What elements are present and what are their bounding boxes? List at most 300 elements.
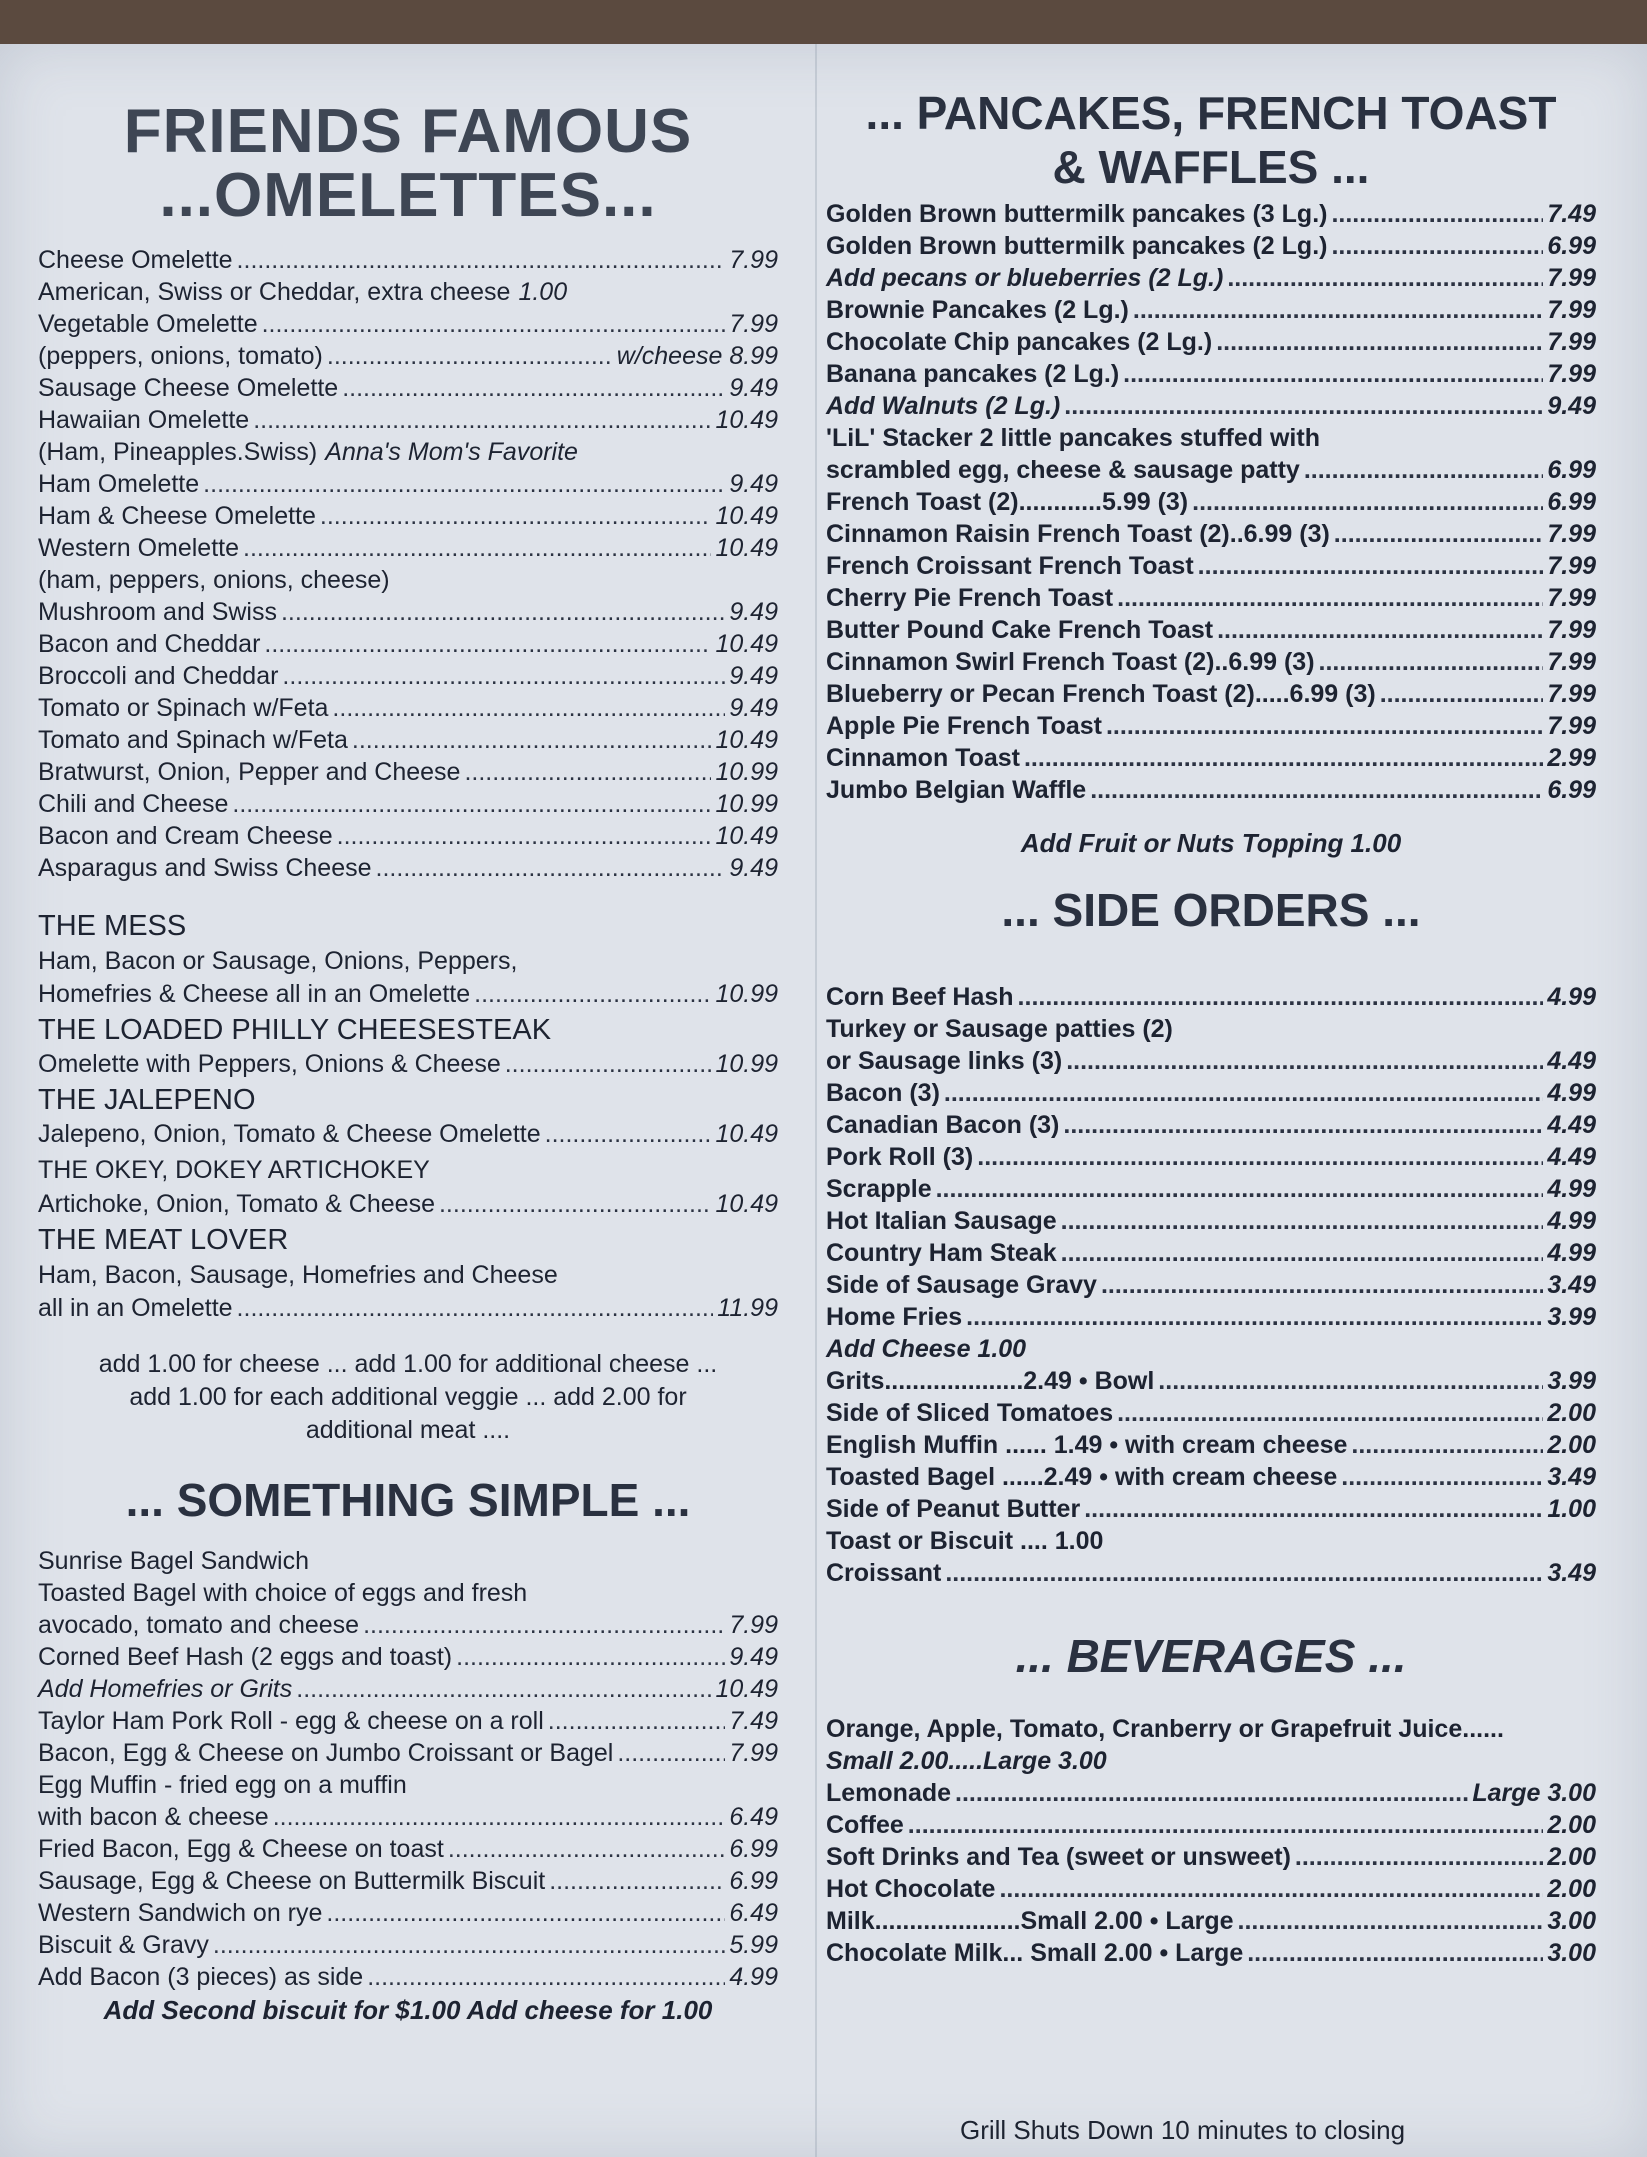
item-price: 6.99 [1547,776,1596,804]
menu-item [826,1397,1596,1429]
item-name: Banana pancakes (2 Lg.) [826,360,1120,388]
menu-item [826,1205,1596,1237]
add-ons-note [38,1348,778,1447]
juice-line: Orange, Apple, Tomato, Cranberry or Grapefruit Juice...... [826,1715,1504,1743]
menu-item [38,852,778,884]
item-name: Pork Roll (3) [826,1143,974,1171]
menu-item [38,660,778,692]
menu-note [826,1013,1596,1045]
leader-dots [1217,614,1543,646]
menu-item [826,486,1596,518]
item-name: Add Bacon (3 pieces) as side [38,1963,364,1991]
menu-item [38,1641,778,1673]
leader-dots [1331,230,1543,262]
menu-item [826,1905,1596,1937]
item-name: (peppers, onions, tomato) [38,342,323,370]
item-price: 7.99 [729,246,778,274]
item-name: Butter Pound Cake French Toast [826,616,1214,644]
menu-item [826,710,1596,742]
menu-item [826,1301,1596,1333]
menu-item [826,1557,1596,1589]
menu-item [38,404,778,436]
item-price: 7.99 [1547,264,1596,292]
item-price: 9.49 [729,1643,778,1671]
item-name: Grits....................2.49 • Bowl [826,1367,1155,1395]
item-price: 7.49 [729,1707,778,1735]
item-price: 9.49 [729,854,778,882]
item-name: Chocolate Milk... Small 2.00 • Large [826,1939,1244,1967]
menu-item [826,1109,1596,1141]
leader-dots [1123,358,1543,390]
menu-item [826,1045,1596,1077]
item-name: Biscuit & Gravy [38,1931,209,1959]
item-name: with bacon & cheese [38,1803,269,1831]
item-price: 4.49 [1547,1143,1596,1171]
item-name: Cheese Omelette [38,246,233,274]
menu-item [826,1237,1596,1269]
menu-item [38,724,778,756]
menu-item [38,1929,778,1961]
item-price: 11.99 [717,1294,778,1322]
menu-note [826,1525,1596,1557]
grill-note: Grill Shuts Down 10 minutes to closing [960,2115,1406,2145]
item-price: 10.49 [715,822,778,850]
leader-dots [464,756,711,788]
item-price: 7.99 [1547,552,1596,580]
menu-item [38,820,778,852]
menu-item [826,230,1596,262]
omelettes-title-line2: ...OMELETTES... [159,161,657,230]
specials-block [38,908,778,1324]
item-price: 2.00 [1547,1811,1596,1839]
leader-dots [1117,1397,1543,1429]
pancakes-title-line1: ... PANCAKES, FRENCH TOAST [865,87,1557,139]
leader-dots [1380,678,1544,710]
menu-item [826,1365,1596,1397]
menu-item [826,774,1596,806]
item-name: Blueberry or Pecan French Toast (2).....6.99 (3) [826,680,1376,708]
leader-dots [282,660,725,692]
item-price: 7.99 [1547,328,1596,356]
item-name: Bacon and Cheddar [38,630,261,658]
menu-item [38,788,778,820]
menu-item [38,468,778,500]
menu-item [38,1865,778,1897]
menu-item [38,1048,778,1080]
item-name: Side of Sausage Gravy [826,1271,1097,1299]
menu-item [38,1705,778,1737]
item-price: 7.99 [1547,648,1596,676]
item-price: 4.99 [1547,1175,1596,1203]
item-price: 10.49 [715,726,778,754]
leader-dots [944,1077,1543,1109]
leader-dots [1117,582,1543,614]
item-price: w/cheese 8.99 [616,342,778,370]
simple-block [38,1545,778,2026]
item-name: Homefries & Cheese all in an Omelette [38,980,471,1008]
right-column [826,86,1596,1969]
item-price: 2.00 [1547,1843,1596,1871]
item-price: 7.99 [1547,360,1596,388]
item-name: Broccoli and Cheddar [38,662,279,690]
item-price: 6.49 [729,1899,778,1927]
item-price: 7.99 [729,1611,778,1639]
item-name: Side of Sliced Tomatoes [826,1399,1114,1427]
side-orders-title: ... SIDE ORDERS ... [1001,884,1421,936]
note-text: (ham, peppers, onions, cheese) [38,566,390,594]
juice-sizes: Small 2.00.....Large 3.00 [826,1747,1107,1775]
item-price: 2.00 [1547,1431,1596,1459]
item-name: Country Ham Steak [826,1239,1057,1267]
menu-item [38,1897,778,1929]
item-name: Chocolate Chip pancakes (2 Lg.) [826,328,1213,356]
item-price: 6.99 [1547,232,1596,260]
item-price: 3.49 [1547,1559,1596,1587]
leader-dots [1341,1461,1543,1493]
leader-dots [262,308,726,340]
leader-dots [1018,981,1544,1013]
menu-item [826,198,1596,230]
menu-item [826,1077,1596,1109]
item-name: Toasted Bagel ......2.49 • with cream cheese [826,1463,1338,1491]
menu-item [38,978,778,1010]
item-name: Golden Brown buttermilk pancakes (3 Lg.) [826,200,1328,228]
menu-note [826,1333,1596,1365]
menu-item [38,1609,778,1641]
simple-intro1: Sunrise Bagel Sandwich [38,1547,309,1575]
leader-dots [977,1141,1543,1173]
leader-dots [545,1118,712,1150]
menu-item [38,244,778,276]
leader-dots [1227,262,1543,294]
something-simple-title: ... SOMETHING SIMPLE ... [125,1474,691,1526]
item-price: 4.49 [1547,1111,1596,1139]
note-text: 'LiL' Stacker 2 little pancakes stuffed with [826,424,1320,452]
leader-dots [617,1737,725,1769]
menu-item [38,596,778,628]
item-name: Corned Beef Hash (2 eggs and toast) [38,1643,453,1671]
leader-dots [966,1301,1543,1333]
item-name: Side of Peanut Butter [826,1495,1081,1523]
menu-item [826,262,1596,294]
item-price: 2.99 [1547,744,1596,772]
item-price: 10.99 [715,980,778,1008]
menu-item [826,614,1596,646]
leader-dots [456,1641,725,1673]
meat-lover-title: THE MEAT LOVER [38,1224,289,1256]
item-name: Ham Omelette [38,470,200,498]
leader-dots [213,1929,725,1961]
item-price: 3.49 [1547,1271,1596,1299]
item-price: 1.00 [518,278,568,306]
item-name: Soft Drinks and Tea (sweet or unsweet) [826,1843,1291,1871]
item-price: 6.99 [729,1835,778,1863]
note-text: (Ham, Pineapples.Swiss) [38,438,318,466]
item-name: Sausage, Egg & Cheese on Buttermilk Biscuit [38,1867,546,1895]
item-name: Chili and Cheese [38,790,229,818]
item-price: 6.99 [729,1867,778,1895]
item-name: Brownie Pancakes (2 Lg.) [826,296,1129,324]
leader-dots [332,692,725,724]
menu-item [38,1961,778,1993]
menu-item [826,1937,1596,1969]
leader-dots [1133,294,1543,326]
leader-dots [448,1833,726,1865]
leader-dots [273,1801,726,1833]
leader-dots [1064,390,1543,422]
simple-footer: Add Second biscuit for $1.00 Add cheese for 1.00 [103,1995,713,2025]
menu-item [826,646,1596,678]
item-price: 2.00 [1547,1399,1596,1427]
item-price: 3.49 [1547,1463,1596,1491]
leader-dots [352,724,712,756]
leader-dots [337,820,712,852]
item-name: Artichoke, Onion, Tomato & Cheese [38,1190,435,1218]
note-text: Toast or Biscuit .... 1.00 [826,1527,1104,1555]
note-text: Egg Muffin - fried egg on a muffin [38,1771,407,1799]
item-price: 3.00 [1547,1907,1596,1935]
item-name: Western Omelette [38,534,240,562]
leader-dots [281,596,725,628]
item-price: 4.99 [729,1963,778,1991]
note-text: American, Swiss or Cheddar, extra cheese [38,278,511,306]
menu-item [38,532,778,564]
leader-dots [548,1705,726,1737]
item-name: Bacon and Cream Cheese [38,822,333,850]
menu-item [826,1461,1596,1493]
item-name: Cinnamon Toast [826,744,1020,772]
note-text: Add Cheese 1.00 [826,1335,1027,1363]
leader-dots [936,1173,1544,1205]
item-name: Milk.....................Small 2.00 • Large [826,1907,1234,1935]
item-name: Fried Bacon, Egg & Cheese on toast [38,1835,444,1863]
item-name: Home Fries [826,1303,963,1331]
menu-item [38,500,778,532]
item-name: Canadian Bacon (3) [826,1111,1060,1139]
add-ons-line2: add 1.00 for each additional veggie ... add 2.00 for [129,1383,687,1411]
leader-dots [1084,1493,1543,1525]
leader-dots [363,1609,725,1641]
left-column [38,97,778,2026]
item-name: Corn Beef Hash [826,983,1014,1011]
item-name: Cherry Pie French Toast [826,584,1114,612]
item-name: Sausage Cheese Omelette [38,374,339,402]
okey-title: THE OKEY, DOKEY ARTICHOKEY [38,1156,430,1184]
leader-dots [1238,1905,1544,1937]
meat-lover-desc: Ham, Bacon, Sausage, Homefries and Cheese [38,1261,558,1289]
menu-item [826,326,1596,358]
leader-dots [342,372,725,404]
menu-item [826,550,1596,582]
item-price: 4.99 [1547,983,1596,1011]
menu-item [38,1833,778,1865]
item-name: Asparagus and Swiss Cheese [38,854,372,882]
leader-dots [376,852,726,884]
item-price: 7.99 [1547,584,1596,612]
item-name: English Muffin ...... 1.49 • with cream cheese [826,1431,1348,1459]
item-name: Lemonade [826,1779,952,1807]
leader-dots [1063,1109,1543,1141]
leader-dots [955,1777,1468,1809]
philly-title: THE LOADED PHILLY CHEESESTEAK [38,1014,552,1046]
leader-dots [549,1865,725,1897]
menu-item [38,756,778,788]
item-price: 3.99 [1547,1303,1596,1331]
menu-item [826,1429,1596,1461]
leader-dots [1061,1205,1544,1237]
item-price: 9.49 [1547,392,1596,420]
item-name: avocado, tomato and cheese [38,1611,360,1639]
omelettes-title-line1: FRIENDS FAMOUS [123,97,693,166]
leader-dots [203,468,725,500]
item-price: 4.99 [1547,1079,1596,1107]
item-price: 7.99 [729,1739,778,1767]
menu-item [38,372,778,404]
leader-dots [1216,326,1543,358]
item-price: 4.49 [1547,1047,1596,1075]
item-price: 9.49 [729,694,778,722]
item-name: Bratwurst, Onion, Pepper and Cheese [38,758,461,786]
leader-dots [327,340,613,372]
leader-dots [1106,710,1543,742]
leader-dots [505,1048,712,1080]
leader-dots [367,1961,725,1993]
item-price: 9.49 [729,470,778,498]
item-name: Add pecans or blueberries (2 Lg.) [826,264,1224,292]
menu-note [38,564,778,596]
menu-item [38,308,778,340]
item-name: Omelette with Peppers, Onions & Cheese [38,1050,501,1078]
leader-dots [237,244,726,276]
menu-item [826,454,1596,486]
leader-dots [237,1292,714,1324]
leader-dots [1192,486,1543,518]
item-name: French Toast (2)............5.99 (3) [826,488,1189,516]
item-price: 10.99 [715,758,778,786]
item-name: Jumbo Belgian Waffle [826,776,1087,804]
menu-item [826,358,1596,390]
menu-item [38,1118,778,1150]
menu-item [826,981,1596,1013]
leader-dots [296,1673,711,1705]
leader-dots [999,1873,1543,1905]
item-price: 10.49 [715,630,778,658]
item-price: 9.49 [729,598,778,626]
item-name: Golden Brown buttermilk pancakes (2 Lg.) [826,232,1328,260]
item-price: 6.49 [729,1803,778,1831]
item-name: all in an Omelette [38,1294,233,1322]
menu-item [38,692,778,724]
item-price: 6.99 [1547,488,1596,516]
pancake-list [826,198,1596,806]
item-price: 7.99 [1547,712,1596,740]
menu-note [826,422,1596,454]
leader-dots [320,500,712,532]
mess-title: THE MESS [38,910,187,942]
menu-item [38,1737,778,1769]
leader-dots [264,628,711,660]
leader-dots [1024,742,1543,774]
menu-note [38,436,778,468]
item-price: 6.99 [1547,456,1596,484]
item-name: Cinnamon Swirl French Toast (2)..6.99 (3) [826,648,1315,676]
item-price: 7.99 [1547,616,1596,644]
topping-note: Add Fruit or Nuts Topping 1.00 [1020,828,1402,858]
menu-item [826,742,1596,774]
item-name: Tomato and Spinach w/Feta [38,726,348,754]
leader-dots [1331,198,1543,230]
item-price: 4.99 [1547,1207,1596,1235]
item-price: 10.49 [715,502,778,530]
pancakes-title-line2: & WAFFLES ... [1052,141,1370,193]
omelette-list [38,244,778,884]
item-price: 4.99 [1547,1239,1596,1267]
item-price: 10.49 [715,1190,778,1218]
add-ons-line1: add 1.00 for cheese ... add 1.00 for additional cheese ... [98,1350,718,1378]
pancakes-title [826,86,1596,194]
leader-dots [474,978,711,1010]
leader-dots [1090,774,1543,806]
jalepeno-title: THE JALEPENO [38,1084,256,1116]
simple-list [38,1609,778,1993]
item-price: 10.49 [715,406,778,434]
leader-dots [1158,1365,1543,1397]
beverages-list [826,1777,1596,1969]
leader-dots [1198,550,1544,582]
item-price: 10.99 [715,790,778,818]
leader-dots [1304,454,1544,486]
menu-item [826,1841,1596,1873]
item-price: 10.99 [715,1050,778,1078]
item-price: 7.99 [1547,296,1596,324]
item-name: Jalepeno, Onion, Tomato & Cheese Omelette [38,1120,541,1148]
leader-dots [232,788,711,820]
leader-dots [908,1809,1544,1841]
side-orders-list [826,981,1596,1589]
menu-item [826,518,1596,550]
item-name: Hawaiian Omelette [38,406,250,434]
item-price: 10.49 [715,1120,778,1148]
item-name: Hot Italian Sausage [826,1207,1057,1235]
menu-item [826,294,1596,326]
beverages-block [826,1713,1596,1969]
item-price: 7.99 [1547,680,1596,708]
leader-dots [1101,1269,1543,1301]
item-price: 10.49 [715,534,778,562]
menu-item [38,628,778,660]
leader-dots [1247,1937,1543,1969]
leader-dots [945,1557,1543,1589]
menu-item [826,1493,1596,1525]
item-price: 5.99 [729,1931,778,1959]
item-price: 1.00 [1547,1495,1596,1523]
item-name: or Sausage links (3) [826,1047,1063,1075]
item-price: 9.49 [729,374,778,402]
omelettes-title [38,97,778,230]
leader-dots [439,1188,711,1220]
item-name: Tomato or Spinach w/Feta [38,694,329,722]
leader-dots [253,404,711,436]
simple-intro2: Toasted Bagel with choice of eggs and fresh [38,1579,528,1607]
menu-item [826,1141,1596,1173]
item-price: 9.49 [729,662,778,690]
item-name: Apple Pie French Toast [826,712,1102,740]
menu-item [826,1269,1596,1301]
item-name: Coffee [826,1811,904,1839]
menu-note [38,1769,778,1801]
add-ons-line3: additional meat .... [305,1416,511,1444]
item-price: 7.99 [1547,520,1596,548]
